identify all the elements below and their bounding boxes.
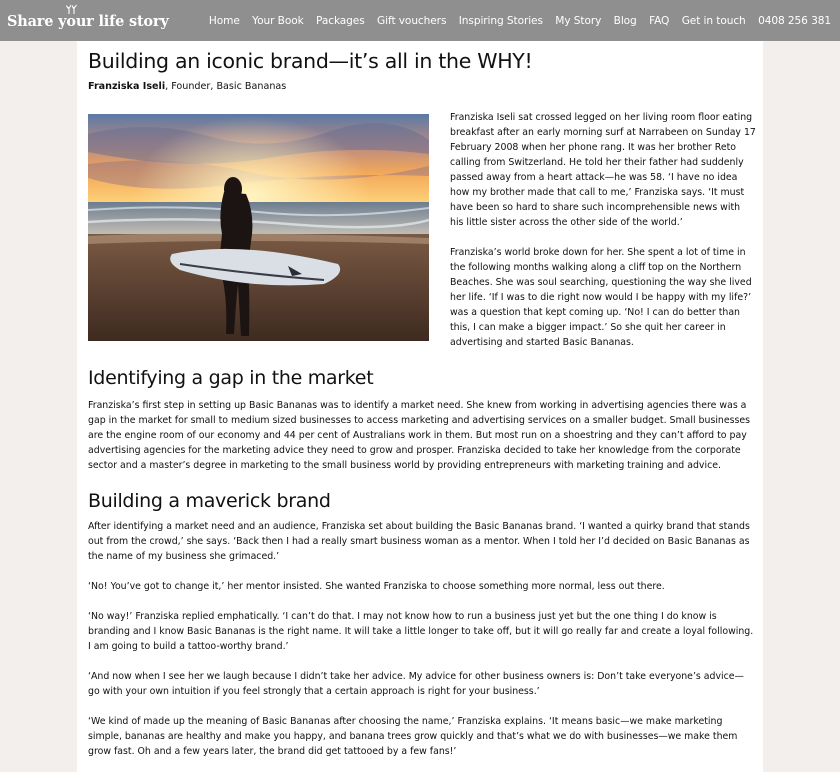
surfer-sunset-image (88, 114, 429, 341)
intro-paragraph-2: Franziska’s world broke down for her. She spent a lot of time in the following months walking along a cliff top on the Northern Beaches. She was soul searching, questioning the way she lived her life. ‘If I was to die right now would I be happy with my life?’ was a question that kept coming up. ‘No! I can do better than this, I can make a bigger impact.’ So she quit her career in advertising and started Basic Bananas. (450, 247, 752, 348)
section-gap-paragraph: Franziska’s first step in setting up Basic Bananas was to identify a market need. She knew from working in advertising agencies there was a gap in the market for small to medium sized businesses to access marketing and advertising services on a smaller budget. Small businesses are the engine room of our economy and 44 per cent of Australians work in them. But most run on a shoestring and they can’t afford to pay advertising agencies for the marketing advice they need to grow and prosper. Franziska decided to take her knowledge from the corporate sector and a master’s degree in marketing to the small business world by providing entrepreneurs with marketing training and advice. (88, 400, 751, 471)
brand-paragraph-2: ‘No! You’ve got to change it,’ her mentor insisted. She wanted Franziska to choose something more normal, less out there. (88, 581, 665, 592)
nav-your-book[interactable]: Your Book (252, 14, 304, 27)
byline-name: Franziska Iseli (88, 81, 166, 92)
nav-my-story[interactable]: My Story (555, 14, 602, 27)
nav-inspiring-stories[interactable]: Inspiring Stories (458, 14, 543, 27)
main-nav (197, 0, 832, 41)
nav-gift-vouchers[interactable]: Gift vouchers (377, 14, 447, 27)
section-heading-gap: Identifying a gap in the market (88, 367, 374, 389)
article-byline (88, 81, 286, 92)
surfer-photo (88, 114, 429, 341)
site-logo[interactable] (7, 5, 169, 39)
byline-role: , Founder, Basic Bananas (165, 81, 287, 92)
nav-blog[interactable]: Blog (613, 14, 637, 27)
intro-paragraph-1: Franziska Iseli sat crossed legged on her living room floor eating breakfast after an early morning surf at Narrabeen on Sunday 17 February 2008 when her phone rang. It was her brother Reto calling from Switzerland. He told her their father had suddenly passed away from a heart attack—he was 58. ‘I have no idea how my brother made that call to me,’ Franziska says. ‘It must have been so hard to share such incomprehensible news with his little sister across the other side of the world.’ (450, 112, 756, 228)
nav-get-in-touch[interactable]: Get in touch (681, 14, 746, 27)
brand-paragraph-4: ‘And now when I see her we laugh because I didn’t take her advice. My advice for other business owners is: Don’t take everyone’s advice—go with your own intuition if you feel strongly that a certain approach is right for your business.’ (88, 671, 744, 697)
nav-faq[interactable]: FAQ (649, 14, 670, 27)
section-heading-brand: Building a maverick brand (88, 490, 331, 512)
nav-packages[interactable]: Packages (316, 14, 365, 27)
brand-paragraph-1: After identifying a market need and an audience, Franziska set about building the Basic Bananas brand. ‘I wanted a quirky brand that stands out from the crowd,’ she says. ‘Back then I had a really smart business woman as a mentor. When I told her I’d decided on Basic Bananas as the name of my business she grimaced.’ (88, 521, 750, 562)
site-header (0, 0, 840, 41)
section-gap-body (88, 398, 754, 488)
section-brand-body (88, 519, 754, 772)
site-logo-text: Share your life story (7, 13, 169, 30)
brand-paragraph-3: ‘No way!’ Franziska replied emphatically. ‘I can’t do that. I may not know how to run a business just yet but the one thing I do know is branding and I know Basic Bananas is the right name. It will take a little longer to take off, but it will go really far and create a loyal following. I am going to build a tattoo-worthy brand.’ (88, 611, 754, 652)
sprout-icon (66, 4, 78, 14)
nav-home[interactable]: Home (208, 14, 240, 27)
nav-phone[interactable]: 0408 256 381 (758, 14, 831, 27)
intro-text (450, 110, 756, 365)
article-title: Building an iconic brand—it’s all in the WHY! (88, 49, 533, 73)
brand-paragraph-5: ‘We kind of made up the meaning of Basic Bananas after choosing the name,’ Franziska explains. ‘It means basic—we make marketing simple, bananas are healthy and make you happy, and banana trees grow quickly and that’s what we do with businesses—we make them grow fast. Oh and a few years later, the brand did get tattooed by a few fans!’ (88, 716, 738, 757)
